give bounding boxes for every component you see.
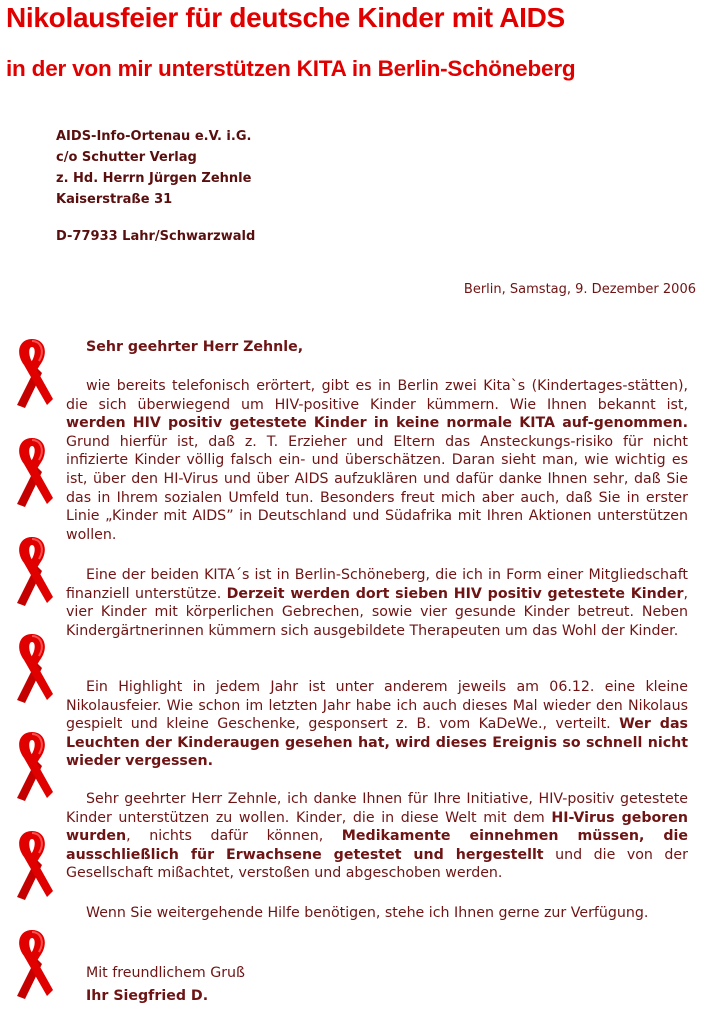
paragraph-2: Eine der beiden KITA´s ist in Berlin-Schöneberg, die ich in Form einer Mitgliedschaft finanziell unterstütze. Derzeit werden dort sieben HIV positiv getestete Kinder, vier Kinder mit körperlichen Gebrechen, sowie vier gesunde Kinder betreut. Neben Kindergärtnerinnen kümmern sich ausgebildete Therapeuten um das Wohl der Kinder. (66, 567, 689, 639)
red-aids-ribbon-icon (9, 337, 55, 409)
address-line: AIDS-Info-Ortenau e.V. i.G. (56, 129, 252, 144)
paragraph-3: Ein Highlight in jedem Jahr ist unter anderem jeweils am 06.12. eine kleine Nikolausfeier. Wie schon im letzten Jahr habe ich auch dieses Mal wieder den Nikolaus gespielt und kleine Geschenke, gesponsert z. B. vom KaDeWe., verteilt. Wer das Leuchten der Kinderaugen gesehen hat, wird dieses Ereignis so schnell nicht wieder vergessen. (66, 679, 688, 770)
page-title: Nikolausfeier für deutsche Kinder mit AIDS (6, 2, 565, 33)
signature: Ihr Siegfried D. (86, 988, 209, 1004)
red-aids-ribbon-icon (9, 730, 55, 802)
letter-closing (86, 962, 245, 1008)
page-subtitle: in der von mir unterstützen KITA in Berlin-Schöneberg (6, 56, 576, 81)
red-aids-ribbon-icon (9, 436, 55, 508)
closing-greeting: Mit freundlichem Gruß (86, 965, 245, 981)
address-line: c/o Schutter Verlag (56, 150, 197, 165)
address-line: D-77933 Lahr/Schwarzwald (56, 229, 256, 244)
paragraph-4: Sehr geehrter Herr Zehnle, ich danke Ihnen für Ihre Initiative, HIV-positiv getestete Kinder unterstützen zu wollen. Kinder, die in diese Welt mit dem HI-Virus geboren wurden, nichts dafür können, Medikamente einnehmen müssen, die ausschließlich für Erwachsene getestet und hergestellt und die von der Gesellschaft mißachtet, verstoßen und abgeschoben werden. (66, 791, 688, 882)
paragraph-5: Wenn Sie weitergehende Hilfe benötigen, stehe ich Ihnen gerne zur Verfügung. (86, 905, 649, 921)
recipient-address (56, 126, 255, 247)
paragraph-1: wie bereits telefonisch erörtert, gibt es in Berlin zwei Kita`s (Kindertages-stätten), die sich überwiegend um HIV-positive Kinder kümmern. Wie Ihnen bekannt ist, werden HIV positiv getestete Kinder in keine normale KITA auf-genommen. Grund hierfür ist, daß z. T. Erzieher und Eltern das Ansteckungs-risiko für nicht infizierte Kinder völlig falsch ein- und überschätzen. Daran sieht man, wie wichtig es ist, über den HI-Virus und über AIDS aufzuklären und dafür danke Ihnen sehr, daß Sie das in Ihrem sozialen Umfeld tun. Besonders freut mich aber auch, daß Sie in erster Linie „Kinder mit AIDS” in Deutschland und Südafrika mit Ihren Aktionen unterstützen wollen. (66, 378, 688, 543)
address-line: Kaiserstraße 31 (56, 192, 173, 207)
letter-date: Berlin, Samstag, 9. Dezember 2006 (463, 282, 696, 297)
red-aids-ribbon-icon (9, 632, 55, 704)
address-line: z. Hd. Herrn Jürgen Zehnle (56, 171, 252, 186)
salutation: Sehr geehrter Herr Zehnle, (86, 339, 304, 355)
red-aids-ribbon-icon (9, 535, 55, 607)
red-aids-ribbon-icon (9, 829, 55, 901)
red-aids-ribbon-icon (9, 928, 55, 1000)
